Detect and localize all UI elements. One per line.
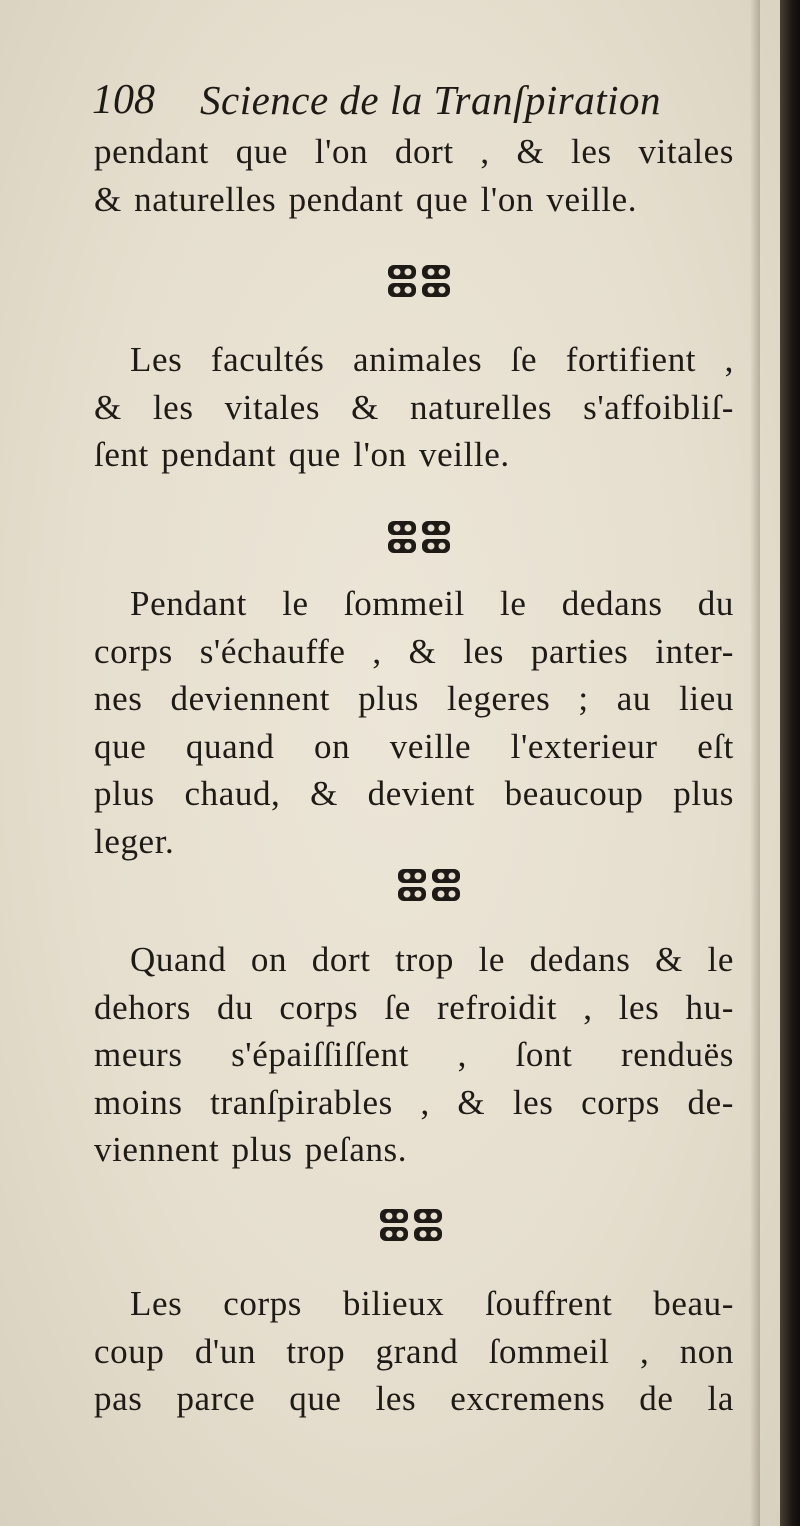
text-line: plus chaud, & devient beaucoup plus xyxy=(94,774,734,813)
paragraph xyxy=(94,336,734,479)
text-line: dehors du corps ſe refroidit , les hu- xyxy=(94,987,734,1027)
text-line: pas parce que les excremens de la xyxy=(94,1379,734,1418)
page-number: 108 xyxy=(92,77,155,123)
running-title: Science de la Tranſpiration xyxy=(200,77,662,123)
book-edge-shadow xyxy=(780,0,800,1526)
fleuron-ornament-icon xyxy=(384,262,454,300)
paragraph xyxy=(94,936,734,1174)
text-line: meurs s'épaiſſiſſent , ſont renduës xyxy=(94,1035,734,1074)
page-header xyxy=(92,70,742,130)
text-line: viennent plus peſans. xyxy=(94,1130,408,1169)
text-line: que quand on veille l'exterieur eſt xyxy=(94,726,734,766)
text-line: ſent pendant que l'on veille. xyxy=(94,435,510,474)
text-line: Quand on dort trop le dedans & le xyxy=(130,940,734,979)
text-line: Les corps bilieux ſouffrent beau- xyxy=(130,1284,734,1323)
fleuron-ornament-icon xyxy=(376,1206,446,1244)
paragraph xyxy=(94,580,734,865)
text-line: moins tranſpirables , & les corps de- xyxy=(94,1082,734,1122)
text-line: coup d'un trop grand ſommeil , non xyxy=(94,1331,734,1371)
text-line: Les facultés animales ſe fortifient , xyxy=(130,340,734,379)
text-line: pendant que l'on dort , & les vitales xyxy=(94,132,734,171)
fleuron-ornament-icon xyxy=(394,866,464,904)
text-line: & les vitales & naturelles s'affoibliſ- xyxy=(94,387,734,427)
page-gutter-shadow xyxy=(750,0,760,1526)
text-line: Pendant le ſommeil le dedans du xyxy=(130,584,734,623)
fleuron-ornament-icon xyxy=(384,518,454,556)
text-line: corps s'échauffe , & les parties inter- xyxy=(94,631,734,671)
paragraph-continuation xyxy=(94,128,734,223)
text-line: leger. xyxy=(94,821,175,861)
text-line: nes deviennent plus legeres ; au lieu xyxy=(94,679,734,718)
text-line: & naturelles pendant que l'on veille. xyxy=(94,179,638,219)
paragraph xyxy=(94,1280,734,1423)
